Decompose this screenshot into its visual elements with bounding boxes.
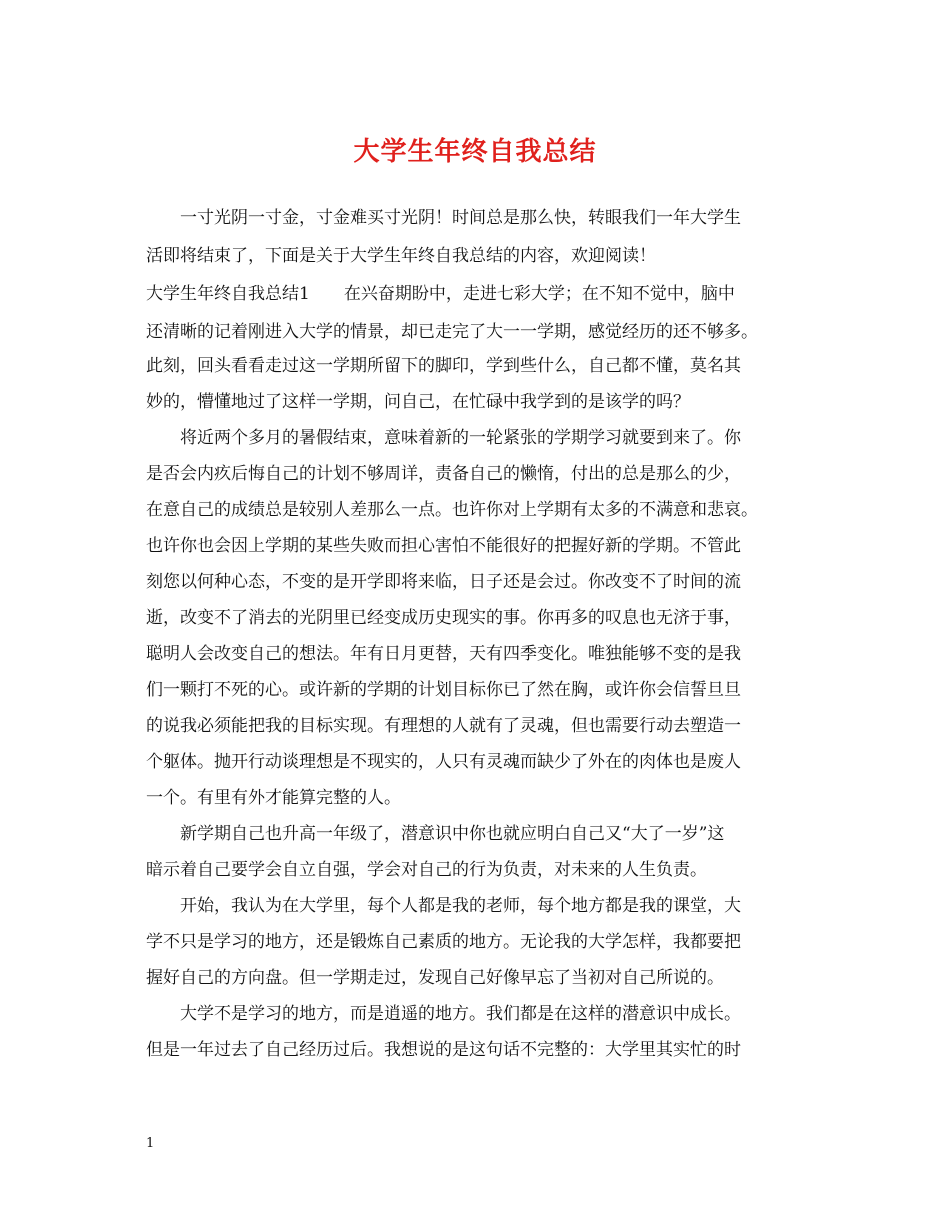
- text-line: 学不只是学习的地方，还是锻炼自己素质的地方。无论我的大学怎样，我都要把: [146, 932, 741, 952]
- text-line: 开始，我认为在大学里，每个人都是我的老师，每个地方都是我的课堂，大: [146, 896, 741, 916]
- text-line: 将近两个多月的暑假结束，意味着新的一轮紧张的学期学习就要到来了。你: [146, 428, 741, 448]
- text-line: 此刻，回头看看走过这一学期所留下的脚印，学到些什么，自己都不懂，莫名其: [146, 356, 741, 376]
- text-line: 刻您以何种心态，不变的是开学即将来临，日子还是会过。你改变不了时间的流: [146, 572, 741, 592]
- text-line: 们一颗打不死的心。或许新的学期的计划目标你已了然在胸，或许你会信誓旦旦: [146, 680, 741, 700]
- text-line: 逝，改变不了消去的光阴里已经变成历史现实的事。你再多的叹息也无济于事，: [146, 608, 741, 628]
- page-number: 1: [146, 1136, 155, 1151]
- text-line: 的说我必须能把我的目标实现。有理想的人就有了灵魂，但也需要行动去塑造一: [146, 716, 741, 736]
- text-line: 大学生年终自我总结1 在兴奋期盼中，走进七彩大学；在不知不觉中，脑中: [146, 284, 735, 304]
- document-title: 大学生年终自我总结: [353, 137, 597, 167]
- text-line: 大学不是学习的地方，而是逍遥的地方。我们都是在这样的潜意识中成长。: [146, 1004, 741, 1024]
- text-line: 也许你也会因上学期的某些失败而担心害怕不能很好的把握好新的学期。不管此: [146, 536, 741, 556]
- text-line: 是否会内疚后悔自己的计划不够周详，责备自己的懒惰，付出的总是那么的少，: [146, 464, 741, 484]
- text-line: 妙的，懵懂地过了这样一学期，问自己，在忙碌中我学到的是该学的吗？: [146, 392, 690, 412]
- text-line: 活即将结束了，下面是关于大学生年终自我总结的内容，欢迎阅读！: [146, 246, 656, 266]
- text-line: 个躯体。抛开行动谈理想是不现实的，人只有灵魂而缺少了外在的肉体也是废人: [146, 752, 741, 772]
- text-line: 一寸光阴一寸金，寸金难买寸光阴！时间总是那么快，转眼我们一年大学生: [146, 208, 741, 228]
- text-line: 聪明人会改变自己的想法。年有日月更替，天有四季变化。唯独能够不变的是我: [146, 644, 741, 664]
- text-line: 一个。有里有外才能算完整的人。: [146, 788, 401, 808]
- text-line: 但是一年过去了自己经历过后。我想说的是这句话不完整的：大学里其实忙的时: [146, 1040, 741, 1060]
- text-line: 暗示着自己要学会自立自强，学会对自己的行为负责，对未来的人生负责。: [146, 860, 707, 880]
- text-line: 握好自己的方向盘。但一学期走过，发现自己好像早忘了当初对自己所说的。: [146, 968, 724, 988]
- text-line: 新学期自己也升高一年级了，潜意识中你也就应明白自己又“大了一岁”这: [146, 824, 725, 844]
- text-line: 在意自己的成绩总是较别人差那么一点。也许你对上学期有太多的不满意和悲哀。: [146, 500, 758, 520]
- text-line: 还清晰的记着刚进入大学的情景，却已走完了大一一学期，感觉经历的还不够多。: [146, 322, 758, 342]
